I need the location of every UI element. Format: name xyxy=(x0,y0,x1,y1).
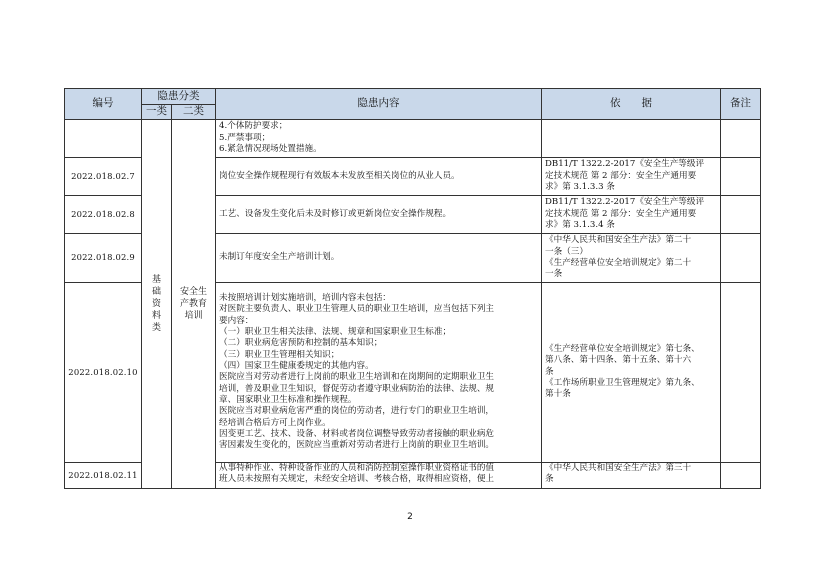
content-line: （二）职业病危害预防和控制的基本知识； xyxy=(219,338,383,349)
content-line: 6.紧急情况现场处置措施。 xyxy=(219,144,322,155)
row-basis xyxy=(542,462,721,488)
row-basis xyxy=(542,195,721,233)
header-cat2: 二类 xyxy=(172,105,216,120)
content-line: 班人员未按照有关规定，未经安全培训、考核合格，取得相应资格，便上 xyxy=(219,474,495,485)
row-remark xyxy=(721,195,761,233)
header-cat1: 一类 xyxy=(142,105,172,120)
content-line: 未按照培训计划实施培训，培训内容未包括： xyxy=(219,292,391,303)
basis-line: 《中华人民共和国安全生产法》第二十 xyxy=(545,235,692,246)
content-line: （四）国家卫生健康委规定的其他内容。 xyxy=(219,361,374,372)
table-row xyxy=(65,119,761,157)
content-line: 害因素发生变化的，医院应当重新对劳动者进行上岗前的职业卫生培训。 xyxy=(219,440,495,451)
header-category: 隐患分类 xyxy=(142,89,216,105)
basis-line: 定技术规范 第 2 部分：安全生产通用要 xyxy=(545,208,697,219)
basis-line: 《生产经营单位安全培训规定》第二十 xyxy=(545,257,692,268)
row-content xyxy=(216,119,542,157)
category-second xyxy=(172,119,216,488)
header-basis: 依 据 xyxy=(542,89,721,120)
row-content xyxy=(216,195,542,233)
row-content xyxy=(216,282,542,462)
row-content xyxy=(216,157,542,195)
header-no: 编号 xyxy=(65,89,142,120)
content-line: 医院应当对职业病危害严重的岗位的劳动者，进行专门的职业卫生培训， xyxy=(219,406,495,417)
row-remark xyxy=(721,233,761,282)
category-first xyxy=(142,119,172,488)
header-content: 隐患内容 xyxy=(216,89,542,120)
basis-line: 条 xyxy=(545,366,554,377)
content-line: 未制订年度安全生产培训计划。 xyxy=(219,252,340,263)
basis-line: 《中华人民共和国安全生产法》第三十 xyxy=(545,462,692,473)
basis-line: 条 xyxy=(545,474,554,485)
content-line: 岗位安全操作规程现行有效版本未发放至相关岗位的从业人员。 xyxy=(219,170,460,181)
basis-line: 一条 xyxy=(545,269,563,280)
basis-line: 定技术规范 第 2 部分：安全生产通用要 xyxy=(545,170,697,181)
page-number: 2 xyxy=(407,512,413,522)
row-code: 2022.018.02.11 xyxy=(65,462,142,488)
row-remark xyxy=(721,462,761,488)
content-line: 因变更工艺、技术、设备、材料或者岗位调整导致劳动者接触的职业病危 xyxy=(219,429,495,440)
content-line: 医院应当对劳动者进行上岗前的职业卫生培训和在岗期间的定期职业卫生 xyxy=(219,372,495,383)
row-code: 2022.018.02.10 xyxy=(65,282,142,462)
hazard-table xyxy=(64,88,761,489)
content-line: 4.个体防护要求； xyxy=(219,121,288,132)
row-code: 2022.018.02.8 xyxy=(65,195,142,233)
content-line: 工艺、设备发生变化后未及时修订或更新岗位安全操作规程。 xyxy=(219,208,452,219)
basis-line: 第十条 xyxy=(545,389,571,400)
row-remark xyxy=(721,282,761,462)
category-first-text: 基础资料类 xyxy=(151,274,161,334)
row-code: 2022.018.02.9 xyxy=(65,233,142,282)
row-content xyxy=(216,233,542,282)
basis-line: 求》第 3.1.3.4 条 xyxy=(545,220,615,231)
row-remark xyxy=(721,157,761,195)
basis-line: DB11/T 1322.2-2017《安全生产等级评 xyxy=(545,197,705,208)
row-basis xyxy=(542,282,721,462)
row-remark xyxy=(721,119,761,157)
basis-line: 求》第 3.1.3.3 条 xyxy=(545,182,615,193)
basis-line: 《生产经营单位安全培训规定》第七条、 xyxy=(545,344,700,354)
row-basis xyxy=(542,119,721,157)
content-line: （一）职业卫生相关法律、法规、规章和国家职业卫生标准； xyxy=(219,326,452,337)
content-line: 章、国家职业卫生标准和操作规程。 xyxy=(219,395,357,406)
basis-line: 《工作场所职业卫生管理规定》第九条、 xyxy=(545,378,700,389)
row-basis xyxy=(542,157,721,195)
basis-line: DB11/T 1322.2-2017《安全生产等级评 xyxy=(545,159,705,170)
content-line: 培训，普及职业卫生知识，督促劳动者遵守职业病防治的法律、法规、规 xyxy=(219,383,495,394)
row-code xyxy=(65,119,142,157)
content-line: 要内容： xyxy=(219,315,254,326)
content-line: 对医院主要负责人、职业卫生管理人员的职业卫生培训，应当包括下列主 xyxy=(219,304,495,315)
content-line: （三）职业卫生管理相关知识； xyxy=(219,349,340,360)
basis-line: 第八条、第十四条、第十五条、第十六 xyxy=(545,355,692,366)
content-line: 5.严禁事项； xyxy=(219,132,271,143)
content-line: 经培训合格后方可上岗作业。 xyxy=(219,417,331,428)
row-code: 2022.018.02.7 xyxy=(65,157,142,195)
content-line: 从事特种作业、特种设备作业的人员和消防控制室操作职业资格证书的值 xyxy=(219,462,495,473)
basis-line: 一条（三） xyxy=(545,246,588,257)
category-second-text: 安全生产教育培训 xyxy=(179,286,207,321)
row-content xyxy=(216,462,542,488)
header-remark: 备注 xyxy=(721,89,761,120)
row-basis xyxy=(542,233,721,282)
